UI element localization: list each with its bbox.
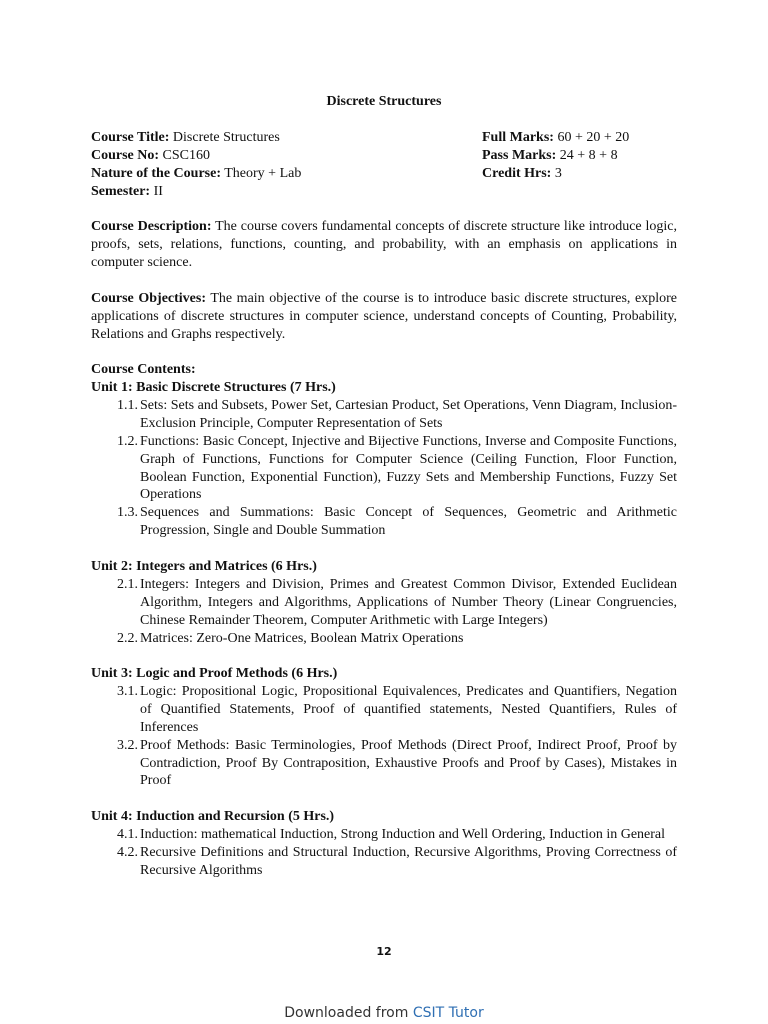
item-number: 1.3. xyxy=(117,505,138,521)
pass-marks-row xyxy=(482,147,702,165)
item-text: Proof Methods: Basic Terminologies, Proof Methods (Direct Proof, Indirect Proof, Proof by Contradiction, Proof By Contraposition, Exhaustive Proofs and Proof by Cases), Mistakes in Proof xyxy=(140,737,677,789)
unit-heading: Unit 1: Basic Discrete Structures (7 Hrs.) xyxy=(91,380,336,395)
item-number: 3.2. xyxy=(117,737,138,753)
item-number: 2.2. xyxy=(117,630,138,646)
course-objectives xyxy=(91,290,677,344)
item-text: Sequences and Summations: Basic Concept of Sequences, Geometric and Arithmetic Progression, Single and Double Summation xyxy=(140,505,677,539)
course-objectives-paragraph xyxy=(91,290,677,344)
course-contents-heading xyxy=(91,361,677,379)
item-number: 2.1. xyxy=(117,576,138,592)
course-title-row xyxy=(91,129,471,147)
credit-hrs-value: 3 xyxy=(551,165,562,181)
unit-1 xyxy=(91,379,677,540)
course-no-value: CSC160 xyxy=(159,147,211,163)
course-description-label: Course Description: xyxy=(91,219,212,234)
item-number: 1.1. xyxy=(117,397,138,413)
full-marks-value: 60 + 20 + 20 xyxy=(553,130,630,145)
list-item xyxy=(91,844,677,880)
course-nature-row xyxy=(91,165,471,183)
item-number: 3.1. xyxy=(117,683,138,699)
unit-heading: Unit 2: Integers and Matrices (6 Hrs.) xyxy=(91,559,317,574)
pass-marks-value: 24 + 8 + 8 xyxy=(556,147,618,163)
unit-2 xyxy=(91,558,677,648)
page-title: Discrete Structures xyxy=(326,94,442,109)
item-number: 4.2. xyxy=(117,844,138,860)
semester-label: Semester: xyxy=(91,183,151,199)
course-nature-label: Nature of the Course: xyxy=(91,165,221,181)
csit-tutor-link[interactable]: CSIT Tutor xyxy=(412,1005,484,1021)
item-text: Logic: Propositional Logic, Propositional Equivalences, Predicates and Quantifiers, Negation of Quantified Statements, Proof of quantified statements, Nested Quantifiers, Rules of Inferences xyxy=(140,683,677,735)
item-text: Induction: mathematical Induction, Strong Induction and Well Ordering, Induction in General xyxy=(140,826,666,842)
course-description xyxy=(91,218,677,272)
course-objectives-text: The main objective of the course is to introduce basic discrete structures, explore applications of discrete structures in computer science, understand concepts of Counting, Probability, Relations and Graphs respectively. xyxy=(91,291,677,342)
item-number: 1.2. xyxy=(117,433,138,449)
semester-value: II xyxy=(150,183,163,199)
item-text: Sets: Sets and Subsets, Power Set, Cartesian Product, Set Operations, Venn Diagram, Inclusion-Exclusion Principle, Computer Representation of Sets xyxy=(140,397,677,431)
list-item xyxy=(91,630,677,648)
semester-row xyxy=(91,183,471,201)
footer-prefix: Downloaded from xyxy=(284,1005,413,1021)
item-text: Integers: Integers and Division, Primes and Greatest Common Divisor, Extended Euclidean Algorithm, Integers and Algorithms, Applications of Number Theory (Linear Congruencies, Chinese Remainder Theorem, Computer Arithmetic with Large Integers) xyxy=(140,576,677,628)
full-marks-label: Full Marks: xyxy=(482,130,554,145)
course-info-left xyxy=(91,129,471,201)
course-description-text: The course covers fundamental concepts of discrete structure like introduce logic, proofs, sets, relations, functions, counting, and probability, with an emphasis on applications in computer science. xyxy=(91,219,677,270)
unit-4 xyxy=(91,808,677,880)
pass-marks-label: Pass Marks: xyxy=(482,147,557,163)
list-item xyxy=(91,683,677,737)
unit-heading: Unit 3: Logic and Proof Methods (6 Hrs.) xyxy=(91,666,338,681)
list-item xyxy=(91,504,677,540)
page-number: 12 xyxy=(376,945,392,958)
list-item xyxy=(91,737,677,791)
course-objectives-label: Course Objectives: xyxy=(91,291,206,306)
full-marks-row xyxy=(482,129,702,147)
list-item xyxy=(91,576,677,630)
course-no-label: Course No: xyxy=(91,147,160,163)
list-item xyxy=(91,433,677,505)
item-number: 4.1. xyxy=(117,826,138,842)
credit-hrs-row xyxy=(482,165,702,183)
course-description-paragraph xyxy=(91,218,677,272)
unit-3 xyxy=(91,665,677,790)
credit-hrs-label: Credit Hrs: xyxy=(482,165,552,181)
contents-heading: Course Contents: xyxy=(91,362,196,377)
course-info-right xyxy=(482,129,702,183)
course-title-value: Discrete Structures xyxy=(169,130,280,145)
unit-heading: Unit 4: Induction and Recursion (5 Hrs.) xyxy=(91,809,335,824)
course-nature-value: Theory + Lab xyxy=(221,165,302,181)
item-text: Recursive Definitions and Structural Induction, Recursive Algorithms, Proving Correctness of Recursive Algorithms xyxy=(140,844,677,878)
list-item xyxy=(91,397,677,433)
item-text: Functions: Basic Concept, Injective and Bijective Functions, Inverse and Composite Functions, Graph of Functions, Functions for Computer Science (Ceiling Function, Floor Function, Boolean Function, Exponential Function), Fuzzy Sets and Membership Functions, Fuzzy Set Operations xyxy=(140,433,677,503)
list-item xyxy=(91,826,677,844)
course-title-label: Course Title: xyxy=(91,130,170,145)
download-footer xyxy=(0,1005,768,1023)
item-text: Matrices: Zero-One Matrices, Boolean Matrix Operations xyxy=(140,630,464,646)
course-no-row xyxy=(91,147,471,165)
